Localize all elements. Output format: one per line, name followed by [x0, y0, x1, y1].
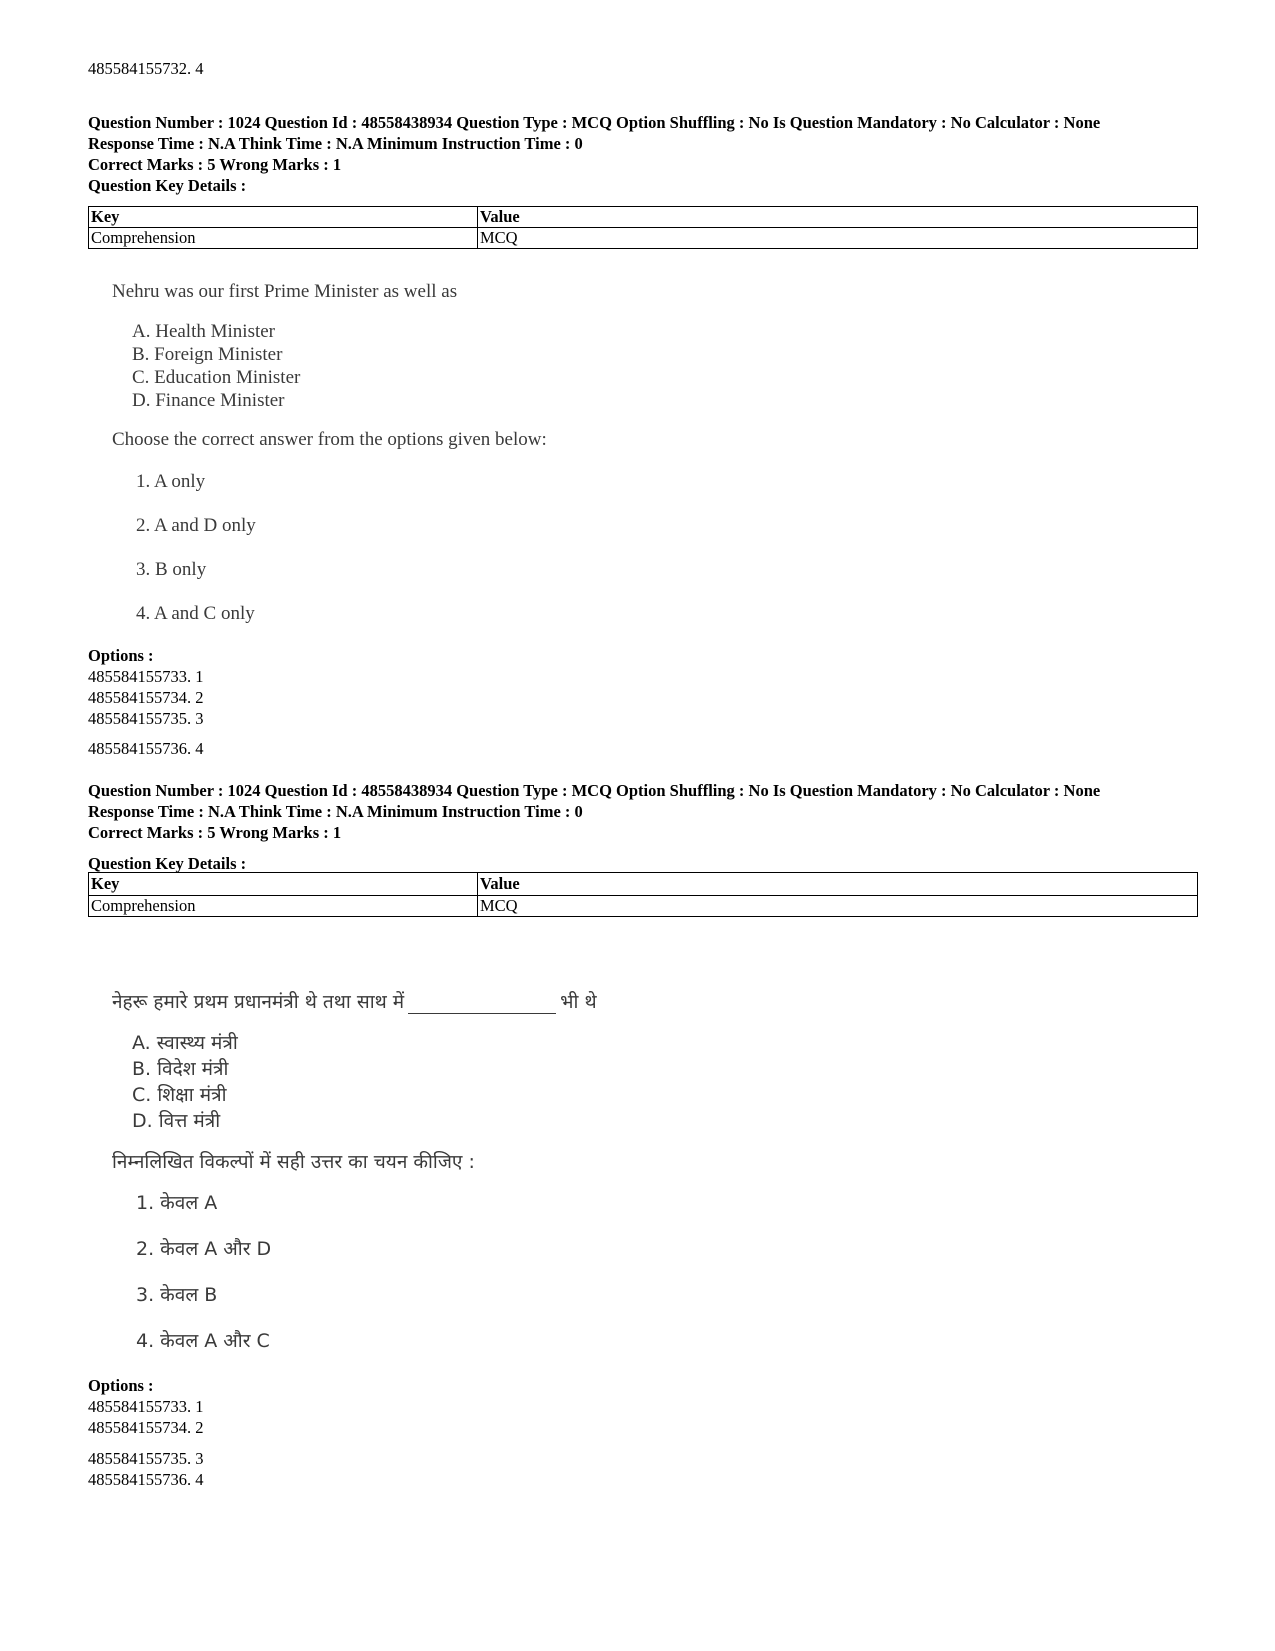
key-details-label: Question Key Details :: [88, 854, 247, 873]
choice-3: 3. केवल B: [136, 1284, 218, 1306]
choice-2: 2. A and D only: [136, 515, 256, 536]
table-header-value: Value: [478, 873, 1198, 896]
question-text-after: भी थे: [560, 991, 597, 1013]
option-item: 485584155734. 2: [88, 688, 204, 707]
statement-list: [132, 1030, 597, 1134]
instruction-text: Choose the correct answer from the options given below:: [112, 429, 547, 450]
question-marks-line: Correct Marks : 5 Wrong Marks : 1: [88, 155, 342, 174]
statement-a: A. Health Minister: [132, 321, 276, 342]
table-cell-key: Comprehension: [89, 228, 478, 249]
options-label: Options :: [88, 1376, 154, 1395]
statement-c: C. Education Minister: [132, 367, 301, 388]
statement-b: B. Foreign Minister: [132, 344, 283, 365]
question-text-before: नेहरू हमारे प्रथम प्रधानमंत्री थे तथा साथ में: [112, 991, 405, 1013]
table-header-row: [89, 207, 1198, 228]
statement-c: C. शिक्षा मंत्री: [132, 1084, 227, 1106]
statement-list: [132, 320, 547, 412]
choice-1: 1. केवल A: [136, 1192, 218, 1214]
choice-list: [136, 1192, 597, 1376]
question-meta-line2: Response Time : N.A Think Time : N.A Minimum Instruction Time : 0: [88, 802, 583, 821]
options-label: Options :: [88, 646, 154, 665]
choice-4: 4. केवल A और C: [136, 1330, 270, 1352]
table-header-key: Key: [89, 207, 478, 228]
question-meta-line2: Response Time : N.A Think Time : N.A Minimum Instruction Time : 0: [88, 134, 583, 153]
statement-d: D. वित्त मंत्री: [132, 1110, 221, 1132]
question-meta-line1: Question Number : 1024 Question Id : 48558438934 Question Type : MCQ Option Shuffling : No Is Question Mandatory : No Calculator : None: [88, 781, 1101, 800]
table-cell-value: MCQ: [478, 228, 1198, 249]
option-item: 485584155735. 3: [88, 709, 204, 728]
option-item: 485584155736. 4: [88, 1470, 204, 1489]
statement-d: D. Finance Minister: [132, 390, 285, 411]
table-header-key: Key: [89, 873, 478, 896]
question-marks-line: Correct Marks : 5 Wrong Marks : 1: [88, 823, 342, 842]
choice-2: 2. केवल A और D: [136, 1238, 272, 1260]
table-cell-key: Comprehension: [89, 896, 478, 917]
option-item: 485584155733. 1: [88, 1397, 204, 1416]
option-item: 485584155736. 4: [88, 739, 204, 758]
question-image-hindi: [112, 990, 597, 1376]
choice-list: [136, 470, 547, 646]
choice-3: 3. B only: [136, 559, 207, 580]
question-key-table: [88, 206, 1198, 249]
option-item: 485584155735. 3: [88, 1449, 204, 1468]
statement-b: B. विदेश मंत्री: [132, 1058, 229, 1080]
option-item: 485584155734. 2: [88, 1418, 204, 1437]
question-text: [112, 990, 597, 1014]
question-meta-line1: Question Number : 1024 Question Id : 48558438934 Question Type : MCQ Option Shuffling : No Is Question Mandatory : No Calculator : None: [88, 113, 1101, 132]
option-item: 485584155733. 1: [88, 667, 204, 686]
question-image-english: [112, 280, 547, 646]
table-cell-value: MCQ: [478, 896, 1198, 917]
instruction-text: निम्नलिखित विकल्पों में सही उत्तर का चयन कीजिए :: [112, 1151, 475, 1173]
question-key-table: [88, 872, 1198, 917]
choice-4: 4. A and C only: [136, 603, 255, 624]
table-row: [89, 896, 1198, 917]
statement-a: A. स्वास्थ्य मंत्री: [132, 1032, 238, 1054]
top-option-line: 485584155732. 4: [88, 59, 204, 78]
table-header-row: [89, 873, 1198, 896]
answer-blank: [408, 995, 556, 1014]
table-row: [89, 228, 1198, 249]
choice-1: 1. A only: [136, 471, 206, 492]
question-text: Nehru was our first Prime Minister as well as: [112, 281, 458, 302]
table-header-value: Value: [478, 207, 1198, 228]
key-details-label: Question Key Details :: [88, 176, 247, 195]
